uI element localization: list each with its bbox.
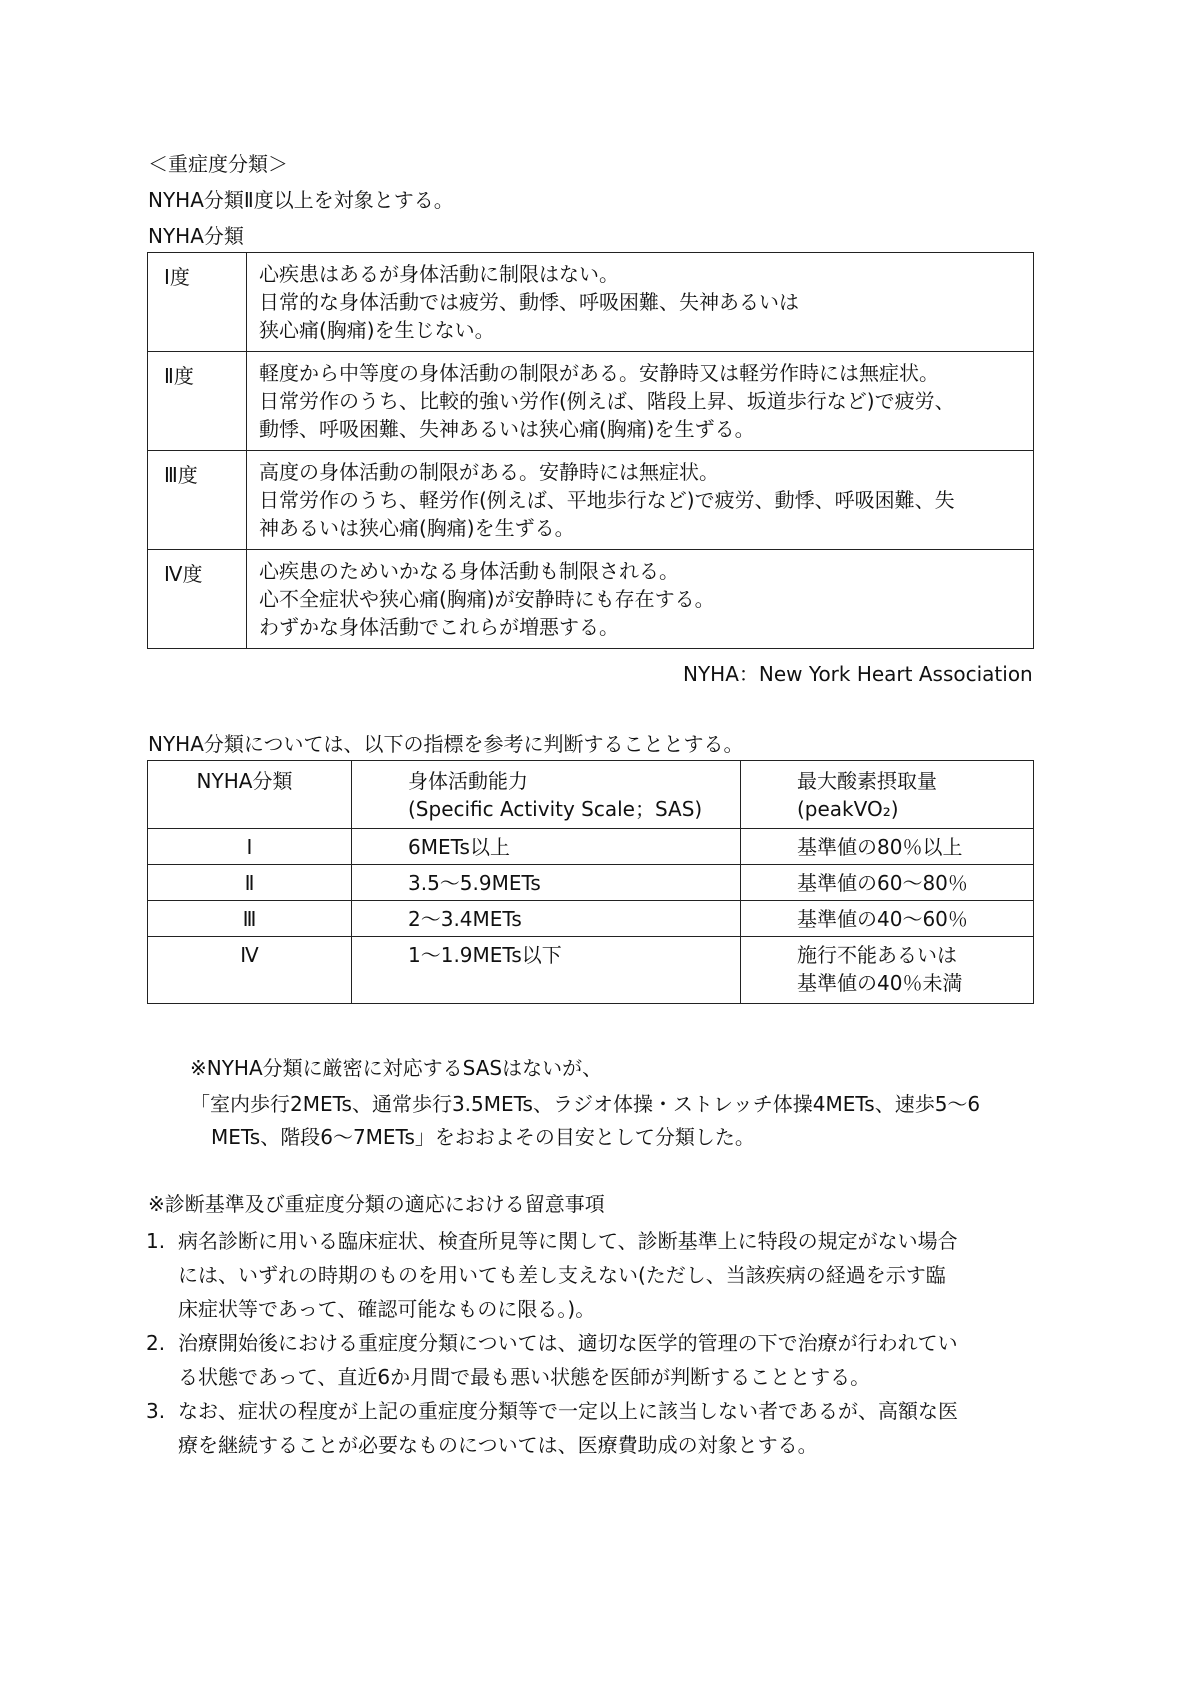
nyha-description-line: 心疾患のためいかなる身体活動も制限される。	[259, 559, 679, 583]
sas-note-line-1: ※NYHA分類に厳密に対応するSASはないが、	[190, 1056, 603, 1080]
index-vo2-cell	[741, 829, 1034, 865]
note-text-line: 治療開始後における重症度分類については、適切な医学的管理の下で治療が行われてい	[178, 1331, 958, 1355]
index-sas-cell: 2～3.4METs	[352, 901, 741, 937]
index-nyha-cell: Ⅱ	[148, 865, 352, 901]
index-table-row	[148, 829, 1034, 865]
index-table-header-cell	[148, 761, 352, 829]
section-title: ＜重症度分類＞	[148, 152, 288, 176]
nyha-description-cell	[247, 253, 1034, 352]
nyha-description-line: 日常労作のうち、軽労作(例えば、平地歩行など)で疲労、動悸、呼吸困難、失	[259, 488, 955, 512]
index-table-header-line: 最大酸素摂取量	[797, 769, 937, 793]
index-vo2-cell	[741, 865, 1034, 901]
sas-note-line-2: 「室内歩行2METs、通常歩行3.5METs、ラジオ体操・ストレッチ体操4METs、速歩5～6	[190, 1092, 981, 1116]
nyha-description-line: 心疾患はあるが身体活動に制限はない。	[259, 262, 619, 286]
nyha-description-line: 狭心痛(胸痛)を生じない。	[259, 318, 495, 342]
index-table-header-line: (Specific Activity Scale；SAS)	[408, 797, 703, 821]
nyha-label: NYHA分類	[148, 224, 244, 248]
note-text-line: 床症状等であって、確認可能なものに限る。)。	[178, 1297, 596, 1321]
index-vo2-line: 施行不能あるいは	[797, 943, 957, 967]
nyha-grade-cell: Ⅲ度	[148, 451, 247, 550]
nyha-description-cell	[247, 451, 1034, 550]
note-text-line: る状態であって、直近6か月間で最も悪い状態を医師が判断することとする。	[178, 1365, 871, 1389]
index-table-row	[148, 937, 1034, 1004]
nyha-description-line: 神あるいは狭心痛(胸痛)を生ずる。	[259, 516, 575, 540]
index-sas-cell: 3.5～5.9METs	[352, 865, 741, 901]
nyha-index-table	[147, 760, 1034, 1004]
note-number: 2.	[146, 1331, 166, 1355]
note-number: 1.	[146, 1229, 166, 1253]
index-table-row	[148, 865, 1034, 901]
nyha-description-line: 日常的な身体活動では疲労、動悸、呼吸困難、失神あるいは	[259, 290, 799, 314]
index-vo2-line: 基準値の40～60％	[797, 907, 968, 931]
index-nyha-cell: Ⅲ	[148, 901, 352, 937]
index-nyha-cell: Ⅳ	[148, 937, 352, 1004]
notes-title: ※診断基準及び重症度分類の適応における留意事項	[148, 1192, 605, 1216]
guideline-text: NYHA分類については、以下の指標を参考に判断することとする。	[148, 732, 744, 756]
index-sas-cell: 1～1.9METs以下	[352, 937, 741, 1004]
nyha-abbreviation-note: NYHA：New York Heart Association	[683, 662, 1033, 686]
nyha-table-row	[148, 550, 1034, 649]
nyha-grade-cell: Ⅱ度	[148, 352, 247, 451]
note-text	[178, 1326, 1040, 1394]
index-table-header-line: (peakVO₂)	[797, 797, 899, 821]
nyha-description-line: 心不全症状や狭心痛(胸痛)が安静時にも存在する。	[259, 587, 715, 611]
nyha-table-row	[148, 352, 1034, 451]
index-vo2-line: 基準値の60～80％	[797, 871, 968, 895]
note-text-line: 病名診断に用いる臨床症状、検査所見等に関して、診断基準上に特段の規定がない場合	[178, 1229, 958, 1253]
index-vo2-line: 基準値の80％以上	[797, 835, 963, 859]
nyha-grade-cell: Ⅰ度	[148, 253, 247, 352]
sas-note-line-3: METs、階段6～7METs」をおおよその目安として分類した。	[211, 1125, 755, 1149]
index-table-header-row	[148, 761, 1034, 829]
index-table-header-line: 身体活動能力	[408, 769, 528, 793]
note-text	[178, 1394, 1040, 1462]
index-vo2-cell	[741, 901, 1034, 937]
scope-text: NYHA分類Ⅱ度以上を対象とする。	[148, 188, 454, 212]
note-text-line: には、いずれの時期のものを用いても差し支えない(ただし、当該疾病の経過を示す臨	[178, 1263, 946, 1287]
nyha-description-line: 動悸、呼吸困難、失神あるいは狭心痛(胸痛)を生ずる。	[259, 417, 755, 441]
index-table-header-line: NYHA分類	[196, 769, 293, 793]
index-table-header-cell	[352, 761, 741, 829]
note-text	[178, 1224, 1040, 1326]
nyha-description-line: 日常労作のうち、比較的強い労作(例えば、階段上昇、坂道歩行など)で疲労、	[259, 389, 955, 413]
index-sas-cell: 6METs以上	[352, 829, 741, 865]
nyha-description-line: 高度の身体活動の制限がある。安静時には無症状。	[259, 460, 719, 484]
note-text-line: なお、症状の程度が上記の重症度分類等で一定以上に該当しない者であるが、高額な医	[178, 1399, 958, 1423]
nyha-description-line: 軽度から中等度の身体活動の制限がある。安静時又は軽労作時には無症状。	[259, 361, 939, 385]
note-number: 3.	[146, 1399, 166, 1423]
nyha-description-cell	[247, 352, 1034, 451]
index-table-header-cell	[741, 761, 1034, 829]
index-vo2-line: 基準値の40％未満	[797, 971, 963, 995]
index-nyha-cell: Ⅰ	[148, 829, 352, 865]
nyha-description-line: わずかな身体活動でこれらが増悪する。	[259, 615, 619, 639]
nyha-grade-cell: Ⅳ度	[148, 550, 247, 649]
nyha-table-row	[148, 451, 1034, 550]
index-vo2-cell	[741, 937, 1034, 1004]
note-text-line: 療を継続することが必要なものについては、医療費助成の対象とする。	[178, 1433, 818, 1457]
nyha-table-row	[148, 253, 1034, 352]
index-table-row	[148, 901, 1034, 937]
nyha-description-cell	[247, 550, 1034, 649]
nyha-classification-table	[147, 252, 1034, 649]
